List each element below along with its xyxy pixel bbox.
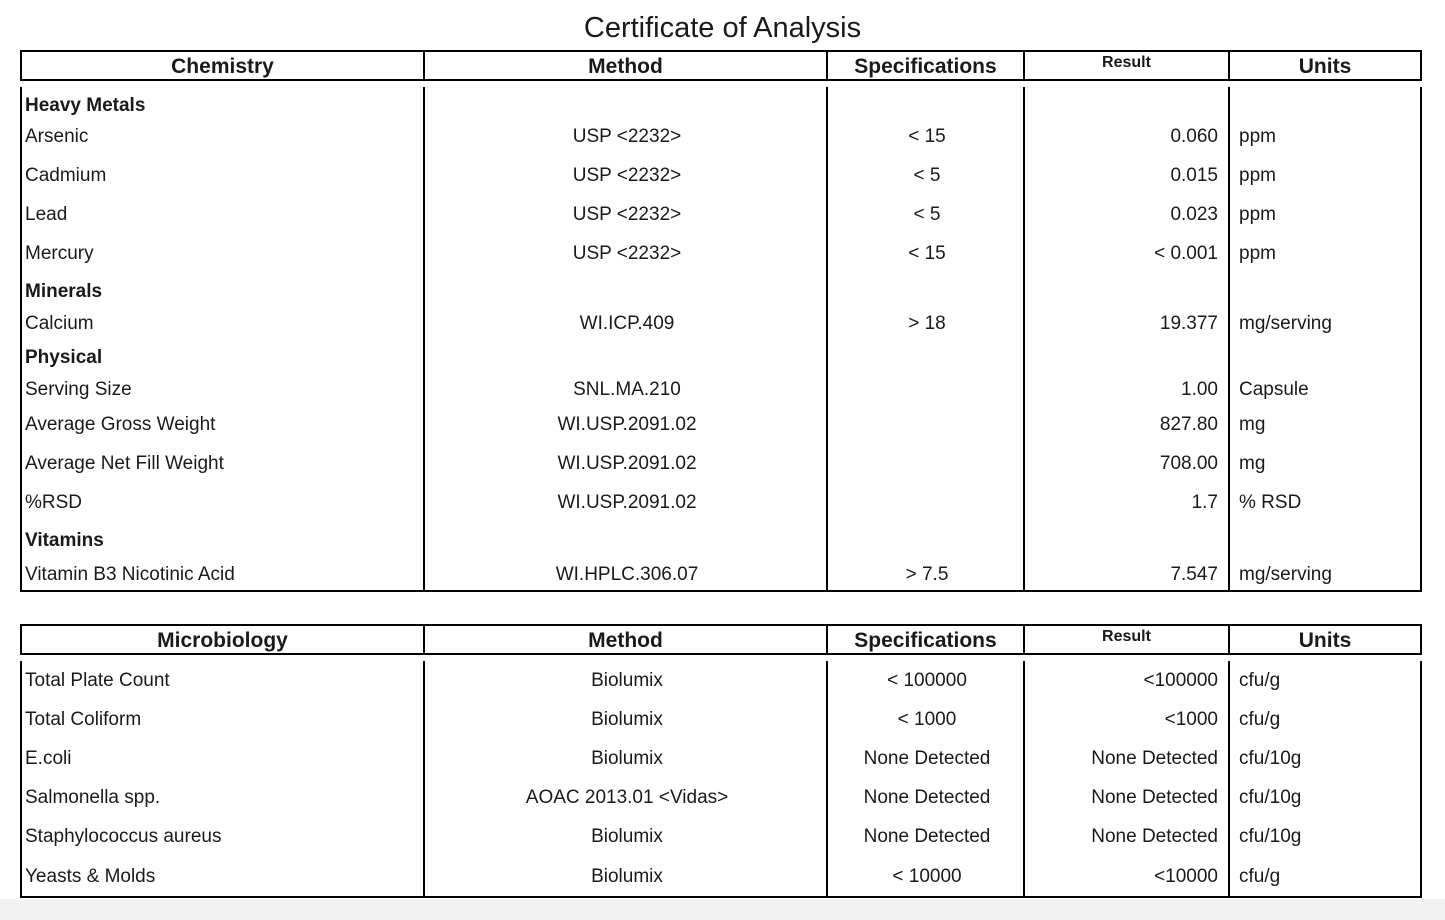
method-cell: Biolumix bbox=[424, 700, 827, 739]
result-cell: 0.060 bbox=[1024, 117, 1229, 156]
header-specifications: Specifications bbox=[827, 625, 1024, 654]
table-row bbox=[21, 234, 1421, 273]
specification-cell: < 15 bbox=[827, 117, 1024, 156]
analyte-cell: Average Net Fill Weight bbox=[21, 444, 424, 483]
header-specifications: Specifications bbox=[827, 51, 1024, 80]
units-cell: % RSD bbox=[1229, 483, 1421, 522]
table-row bbox=[21, 739, 1421, 778]
table-row bbox=[21, 369, 1421, 405]
specification-cell: < 10000 bbox=[827, 857, 1024, 897]
result-cell: 827.80 bbox=[1024, 405, 1229, 444]
table-row bbox=[21, 857, 1421, 897]
result-cell: 708.00 bbox=[1024, 444, 1229, 483]
empty-cell bbox=[827, 522, 1024, 552]
result-cell: 0.023 bbox=[1024, 195, 1229, 234]
result-cell: <1000 bbox=[1024, 700, 1229, 739]
units-cell: mg bbox=[1229, 444, 1421, 483]
specification-cell: None Detected bbox=[827, 779, 1024, 818]
result-cell: 1.00 bbox=[1024, 369, 1229, 405]
empty-cell bbox=[1024, 522, 1229, 552]
table-row bbox=[21, 303, 1421, 339]
header-gap-row bbox=[21, 654, 1421, 661]
specification-cell: > 18 bbox=[827, 303, 1024, 339]
table-row bbox=[21, 117, 1421, 156]
gap-cell bbox=[827, 80, 1024, 87]
group-label: Physical bbox=[21, 339, 424, 369]
chemistry-header-row bbox=[21, 51, 1421, 80]
table-row bbox=[21, 779, 1421, 818]
units-cell: mg/serving bbox=[1229, 303, 1421, 339]
specification-cell: < 5 bbox=[827, 156, 1024, 195]
units-cell: ppm bbox=[1229, 156, 1421, 195]
header-result: Result bbox=[1024, 625, 1229, 654]
units-cell: Capsule bbox=[1229, 369, 1421, 405]
gap-cell bbox=[424, 80, 827, 87]
result-cell: 19.377 bbox=[1024, 303, 1229, 339]
analyte-cell: Arsenic bbox=[21, 117, 424, 156]
analyte-cell: Mercury bbox=[21, 234, 424, 273]
analyte-cell: Staphylococcus aureus bbox=[21, 818, 424, 857]
analyte-cell: Calcium bbox=[21, 303, 424, 339]
gap-cell bbox=[424, 654, 827, 661]
method-cell: USP <2232> bbox=[424, 117, 827, 156]
empty-cell bbox=[424, 339, 827, 369]
result-cell: None Detected bbox=[1024, 779, 1229, 818]
analyte-cell: Total Plate Count bbox=[21, 661, 424, 700]
units-cell: mg bbox=[1229, 405, 1421, 444]
table-row bbox=[21, 483, 1421, 522]
empty-cell bbox=[1229, 87, 1421, 117]
method-cell: Biolumix bbox=[424, 739, 827, 778]
units-cell: cfu/g bbox=[1229, 661, 1421, 700]
table-row bbox=[21, 195, 1421, 234]
specification-cell: < 1000 bbox=[827, 700, 1024, 739]
gap-cell bbox=[1229, 654, 1421, 661]
table-row bbox=[21, 661, 1421, 700]
group-label: Vitamins bbox=[21, 522, 424, 552]
result-cell: 0.015 bbox=[1024, 156, 1229, 195]
specification-cell: None Detected bbox=[827, 818, 1024, 857]
result-cell: <100000 bbox=[1024, 661, 1229, 700]
analyte-cell: Yeasts & Molds bbox=[21, 857, 424, 897]
result-cell: <10000 bbox=[1024, 857, 1229, 897]
microbiology-table bbox=[20, 624, 1422, 898]
result-cell: < 0.001 bbox=[1024, 234, 1229, 273]
table-row bbox=[21, 444, 1421, 483]
header-method: Method bbox=[424, 51, 827, 80]
units-cell: cfu/g bbox=[1229, 857, 1421, 897]
result-cell: 7.547 bbox=[1024, 552, 1229, 591]
header-result: Result bbox=[1024, 51, 1229, 80]
analyte-cell: Serving Size bbox=[21, 369, 424, 405]
method-cell: Biolumix bbox=[424, 818, 827, 857]
method-cell: AOAC 2013.01 <Vidas> bbox=[424, 779, 827, 818]
chemistry-table bbox=[20, 50, 1422, 592]
table-row bbox=[21, 818, 1421, 857]
analyte-cell: Cadmium bbox=[21, 156, 424, 195]
empty-cell bbox=[424, 522, 827, 552]
analyte-cell: Vitamin B3 Nicotinic Acid bbox=[21, 552, 424, 591]
table-row bbox=[21, 405, 1421, 444]
group-row bbox=[21, 339, 1421, 369]
page-footer-strip bbox=[0, 899, 1445, 920]
table-row bbox=[21, 700, 1421, 739]
specification-cell: < 15 bbox=[827, 234, 1024, 273]
method-cell: USP <2232> bbox=[424, 195, 827, 234]
analyte-cell: Lead bbox=[21, 195, 424, 234]
empty-cell bbox=[1229, 273, 1421, 303]
units-cell: cfu/10g bbox=[1229, 739, 1421, 778]
empty-cell bbox=[424, 87, 827, 117]
specification-cell bbox=[827, 444, 1024, 483]
specification-cell: > 7.5 bbox=[827, 552, 1024, 591]
gap-cell bbox=[1024, 654, 1229, 661]
gap-cell bbox=[1229, 80, 1421, 87]
empty-cell bbox=[1024, 87, 1229, 117]
method-cell: WI.USP.2091.02 bbox=[424, 444, 827, 483]
method-cell: Biolumix bbox=[424, 857, 827, 897]
analyte-cell: %RSD bbox=[21, 483, 424, 522]
header-chemistry: Chemistry bbox=[21, 51, 424, 80]
empty-cell bbox=[1229, 339, 1421, 369]
method-cell: WI.ICP.409 bbox=[424, 303, 827, 339]
header-units: Units bbox=[1229, 51, 1421, 80]
group-row bbox=[21, 87, 1421, 117]
empty-cell bbox=[1024, 273, 1229, 303]
empty-cell bbox=[1024, 339, 1229, 369]
units-cell: mg/serving bbox=[1229, 552, 1421, 591]
group-row bbox=[21, 522, 1421, 552]
method-cell: WI.USP.2091.02 bbox=[424, 405, 827, 444]
method-cell: Biolumix bbox=[424, 661, 827, 700]
group-row bbox=[21, 273, 1421, 303]
empty-cell bbox=[827, 273, 1024, 303]
header-gap-row bbox=[21, 80, 1421, 87]
group-label: Heavy Metals bbox=[21, 87, 424, 117]
units-cell: ppm bbox=[1229, 195, 1421, 234]
header-method: Method bbox=[424, 625, 827, 654]
units-cell: ppm bbox=[1229, 234, 1421, 273]
specification-cell bbox=[827, 369, 1024, 405]
empty-cell bbox=[424, 273, 827, 303]
specification-cell: < 5 bbox=[827, 195, 1024, 234]
specification-cell: None Detected bbox=[827, 739, 1024, 778]
method-cell: USP <2232> bbox=[424, 234, 827, 273]
table-row bbox=[21, 156, 1421, 195]
units-cell: cfu/g bbox=[1229, 700, 1421, 739]
gap-cell bbox=[21, 80, 424, 87]
empty-cell bbox=[1229, 522, 1421, 552]
specification-cell bbox=[827, 483, 1024, 522]
units-cell: ppm bbox=[1229, 117, 1421, 156]
method-cell: WI.HPLC.306.07 bbox=[424, 552, 827, 591]
table-row bbox=[21, 552, 1421, 591]
gap-cell bbox=[827, 654, 1024, 661]
result-cell: 1.7 bbox=[1024, 483, 1229, 522]
specification-cell bbox=[827, 405, 1024, 444]
empty-cell bbox=[827, 339, 1024, 369]
microbiology-header-row bbox=[21, 625, 1421, 654]
method-cell: USP <2232> bbox=[424, 156, 827, 195]
units-cell: cfu/10g bbox=[1229, 818, 1421, 857]
page-title: Certificate of Analysis bbox=[583, 12, 862, 44]
method-cell: SNL.MA.210 bbox=[424, 369, 827, 405]
group-label: Minerals bbox=[21, 273, 424, 303]
empty-cell bbox=[827, 87, 1024, 117]
result-cell: None Detected bbox=[1024, 818, 1229, 857]
gap-cell bbox=[1024, 80, 1229, 87]
analyte-cell: Average Gross Weight bbox=[21, 405, 424, 444]
analyte-cell: Salmonella spp. bbox=[21, 779, 424, 818]
specification-cell: < 100000 bbox=[827, 661, 1024, 700]
header-microbiology: Microbiology bbox=[21, 625, 424, 654]
analyte-cell: Total Coliform bbox=[21, 700, 424, 739]
analyte-cell: E.coli bbox=[21, 739, 424, 778]
header-units: Units bbox=[1229, 625, 1421, 654]
gap-cell bbox=[21, 654, 424, 661]
method-cell: WI.USP.2091.02 bbox=[424, 483, 827, 522]
result-cell: None Detected bbox=[1024, 739, 1229, 778]
units-cell: cfu/10g bbox=[1229, 779, 1421, 818]
